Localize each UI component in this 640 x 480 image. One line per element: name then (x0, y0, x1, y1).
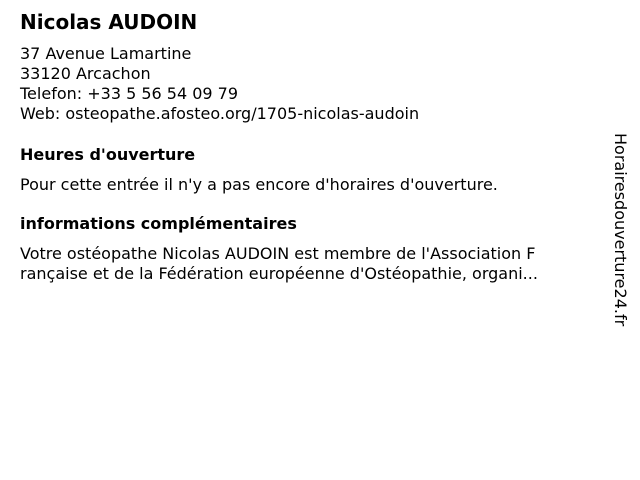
site-watermark (610, 133, 630, 345)
city-postcode: 33120 Arcachon (20, 64, 151, 83)
street-address: 37 Avenue Lamartine (20, 44, 192, 63)
opening-hours-heading: Heures d'ouverture (20, 145, 196, 164)
watermark-text: Horairesdouverture24.fr (611, 133, 630, 327)
contact-block (20, 44, 419, 124)
additional-info-line: rançaise et de la Fédération européenne d'Ostéopathie, organi... (20, 264, 538, 283)
additional-info-heading: informations complémentaires (20, 214, 297, 233)
additional-info-text (20, 244, 538, 284)
phone-number: Telefon: +33 5 56 54 09 79 (20, 84, 239, 103)
additional-info-line: Votre ostéopathe Nicolas AUDOIN est membre de l'Association F (20, 244, 536, 263)
business-name: Nicolas AUDOIN (20, 10, 198, 34)
opening-hours-text: Pour cette entrée il n'y a pas encore d'horaires d'ouverture. (20, 175, 498, 194)
website-link: Web: osteopathe.afosteo.org/1705-nicolas-audoin (20, 104, 420, 123)
